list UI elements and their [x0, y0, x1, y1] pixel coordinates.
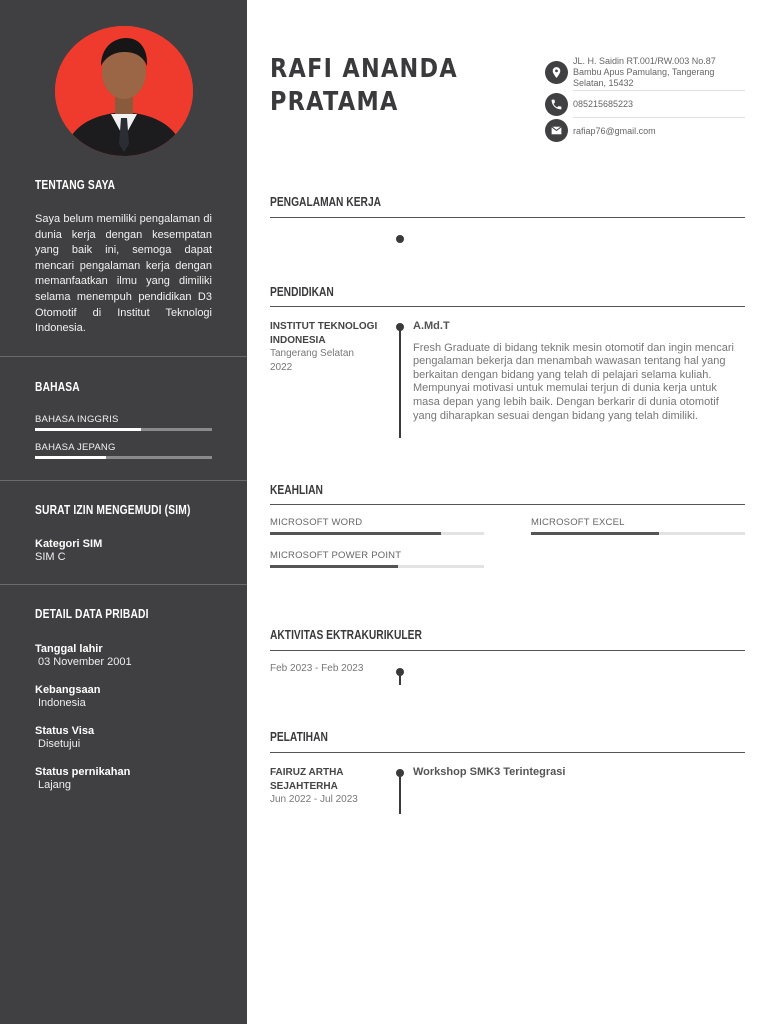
section-rule [270, 306, 745, 307]
license-info [35, 538, 225, 563]
address-text: JL. H. Saidin RT.001/RW.003 No.87 Bambu Apus Pamulang, Tangerang Selatan, 15432 [573, 56, 716, 88]
contact-divider [573, 90, 745, 91]
license-heading: SURAT IZIN MENGEMUDI (SIM) [35, 503, 191, 517]
training-meta [270, 766, 380, 807]
language-label: BAHASA INGGRIS [35, 414, 119, 425]
marital-status-label: Status pernikahan [35, 766, 131, 778]
language-level-track [35, 428, 212, 431]
contact-divider [573, 117, 745, 118]
activities-heading: AKTIVITAS EKTRAKURIKULER [270, 628, 422, 642]
about-heading: TENTANG SAYA [35, 178, 116, 192]
skill-label: MICROSOFT EXCEL [531, 517, 625, 528]
personal-heading: DETAIL DATA PRIBADI [35, 607, 149, 621]
language-label: BAHASA JEPANG [35, 442, 116, 453]
language-level-fill [35, 456, 106, 459]
education-meta [270, 320, 380, 374]
section-rule [270, 217, 745, 218]
birth-date-label: Tanggal lahir [35, 643, 103, 655]
skill-level-track [270, 532, 484, 535]
license-category-value: SIM C [35, 551, 66, 563]
skill-level-track [270, 565, 484, 568]
timeline-line [399, 773, 401, 814]
section-rule [270, 504, 745, 505]
skill-level-fill [270, 565, 398, 568]
full-name [270, 53, 458, 119]
language-level-track [35, 456, 212, 459]
mail-icon [545, 119, 568, 142]
skill-level-track [531, 532, 745, 535]
language-level-fill [35, 428, 141, 431]
education-location: Tangerang Selatan [270, 348, 354, 359]
timeline-line [399, 327, 401, 438]
avatar [55, 26, 193, 156]
location-pin-icon [545, 61, 568, 84]
activity-period: Feb 2023 - Feb 2023 [270, 663, 364, 674]
marital-status-value: Lajang [38, 779, 72, 791]
email-text[interactable]: rafiap76@gmail.com [573, 126, 656, 136]
visa-status-value: Disetujui [38, 738, 81, 750]
skill-item [531, 517, 745, 535]
name-line-1: RAFI ANANDA [270, 54, 459, 84]
language-item [35, 414, 212, 431]
skill-label: MICROSOFT WORD [270, 517, 363, 528]
language-item [35, 442, 212, 459]
skill-item [270, 517, 484, 535]
sidebar-divider [0, 584, 247, 585]
name-line-2: PRATAMA [270, 87, 399, 117]
skill-item [270, 550, 484, 568]
license-category-label: Kategori SIM [35, 538, 103, 550]
institution-name: INSTITUT TEKNOLOGI INDONESIA [270, 321, 378, 346]
birth-date-info [35, 643, 225, 668]
skill-label: MICROSOFT POWER POINT [270, 550, 402, 561]
section-rule [270, 650, 745, 651]
nationality-label: Kebangsaan [35, 684, 101, 696]
visa-status-label: Status Visa [35, 725, 95, 737]
section-rule [270, 752, 745, 753]
education-heading: PENDIDIKAN [270, 285, 334, 299]
profile-photo [55, 26, 193, 156]
training-heading: PELATIHAN [270, 730, 328, 744]
timeline-dot [396, 235, 404, 243]
nationality-info [35, 684, 225, 709]
training-organizer: FAIRUZ ARTHA SEJAHTERHA [270, 767, 344, 792]
birth-date-value: 03 November 2001 [38, 656, 132, 668]
about-text: Saya belum memiliki pengalaman di dunia kerja dengan kesempatan yang baik ini, semoga dapat mencari pengalaman kerja dengan memanfaatkan ilmu yang dimiliki selama menempuh pendidikan D3 Otomotif di Institut Teknologi Indonesia. [35, 213, 212, 335]
languages-heading: BAHASA [35, 380, 80, 394]
skill-level-fill [270, 532, 441, 535]
visa-status-info [35, 725, 225, 750]
experience-heading: PENGALAMAN KERJA [270, 195, 382, 209]
timeline-line [399, 672, 401, 685]
sidebar [0, 0, 247, 1024]
skill-level-fill [531, 532, 659, 535]
nationality-value: Indonesia [38, 697, 86, 709]
phone-icon [545, 93, 568, 116]
training-detail [413, 766, 743, 788]
phone-text[interactable]: 085215685223 [573, 99, 634, 109]
sidebar-divider [0, 356, 247, 357]
education-description: Fresh Graduate di bidang teknik mesin otomotif dan ingin mencari pengalaman bekerja dan menambah wawasan tentang hal yang berkaitan dengan bidang yang telah di pelajari selama kuliah. Mempunyai motivasi untuk memulai terjun di dunia kerja untuk masa depan yang lebih baik. Dengan berkarir di dunia otomotif yang diharapkan sesuai dengan bidang yang telah dimiliki. [413, 341, 735, 422]
education-year: 2022 [270, 361, 293, 373]
marital-status-info [35, 766, 225, 791]
sidebar-divider [0, 480, 247, 481]
degree-title: A.Md.T [413, 320, 450, 332]
education-detail [413, 320, 743, 423]
skills-heading: KEAHLIAN [270, 483, 323, 497]
training-period: Jun 2022 - Jul 2023 [270, 794, 358, 805]
training-title: Workshop SMK3 Terintegrasi [413, 766, 566, 778]
